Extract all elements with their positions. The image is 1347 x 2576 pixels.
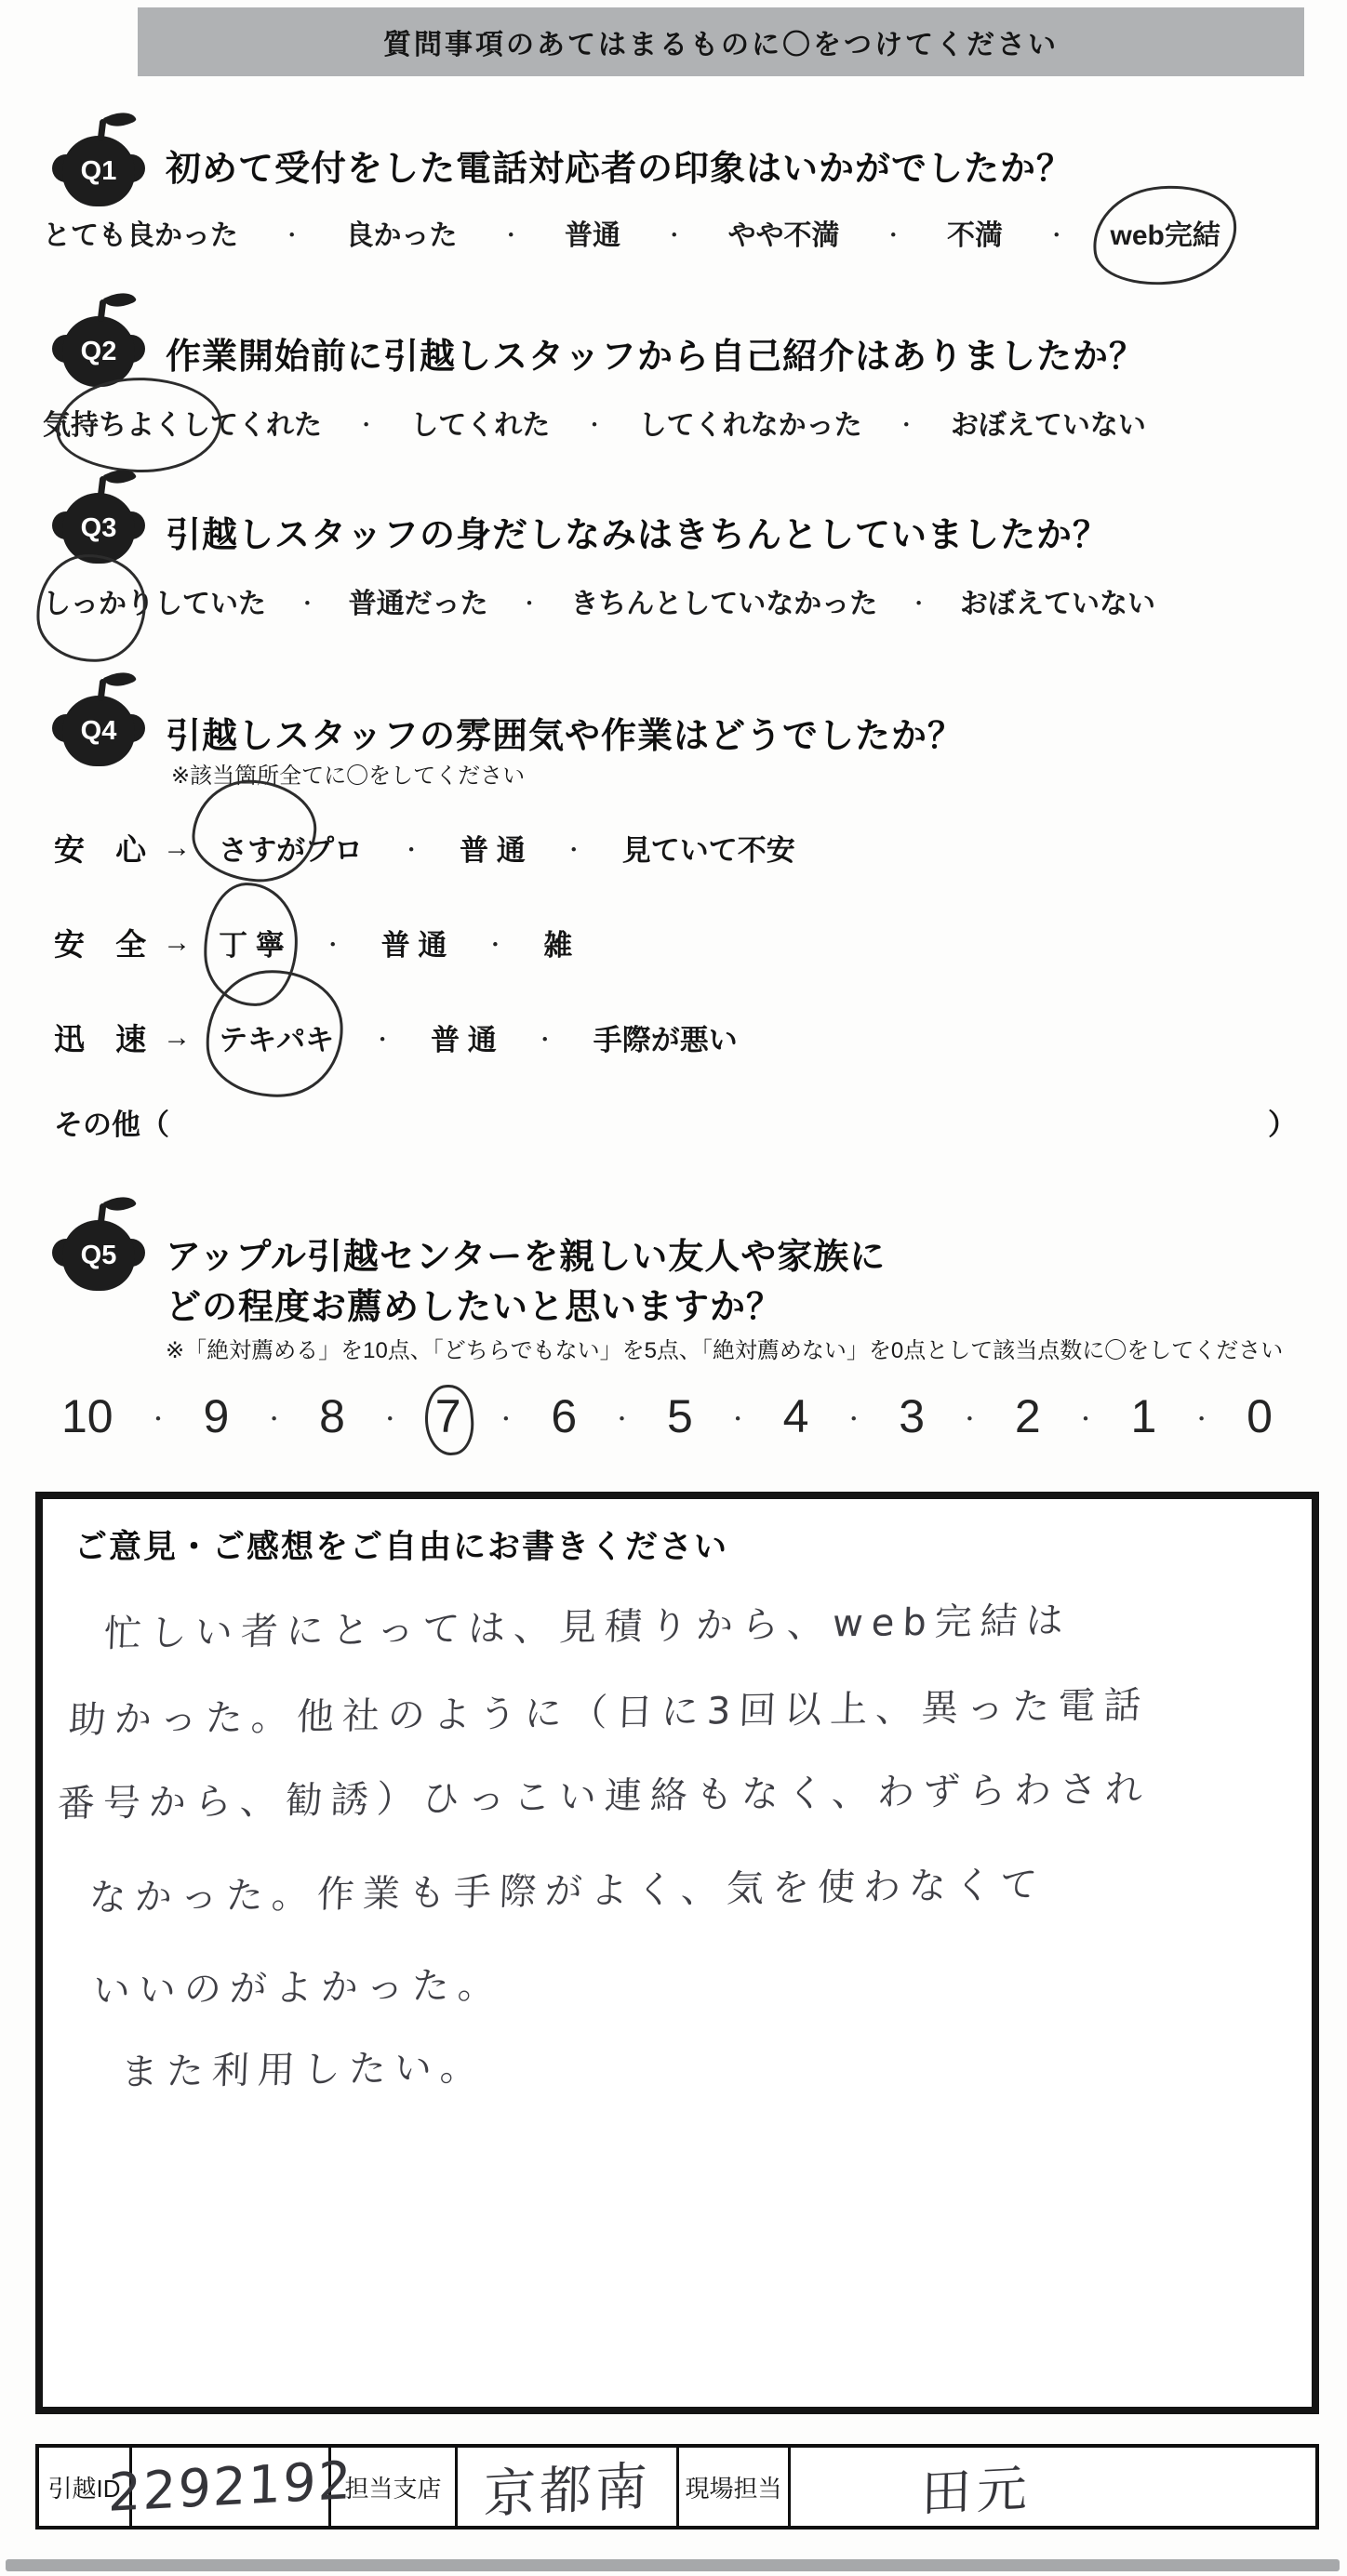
- q5-apple-mascot-icon: [52, 1200, 145, 1296]
- dot-separator: ・: [147, 1406, 170, 1432]
- score-10[interactable]: 10: [61, 1390, 113, 1442]
- moving-id-value-cell[interactable]: [107, 2448, 353, 2526]
- score-5[interactable]: 5: [666, 1390, 693, 1442]
- branch-handwritten-value: 京都南: [482, 2456, 651, 2526]
- q4-row3-option-2[interactable]: 普 通: [431, 1024, 497, 1056]
- q4-badge: Q4: [80, 716, 117, 746]
- dot-separator: ・: [1074, 1406, 1098, 1432]
- footer-table: [35, 2444, 1319, 2530]
- q4-row1-label: 安 心: [54, 832, 158, 867]
- q3-option-2[interactable]: 普通だった: [348, 589, 488, 619]
- scan-edge-artifact: [6, 2559, 1340, 2571]
- dot-separator: ・: [907, 591, 930, 617]
- score-6[interactable]: 6: [551, 1390, 578, 1442]
- q1-option-4[interactable]: やや不満: [727, 220, 840, 251]
- q2-badge: Q2: [80, 337, 117, 366]
- q5-question-line2: どの程度お薦めしたいと思いますか？: [166, 1288, 783, 1327]
- dot-separator: ・: [494, 1406, 517, 1432]
- dot-separator: ・: [727, 1406, 750, 1432]
- score-3[interactable]: 3: [899, 1390, 925, 1442]
- q4-row1-option-2[interactable]: 普 通: [460, 834, 526, 867]
- branch-value-cell[interactable]: [458, 2448, 679, 2526]
- q3-option-3[interactable]: きちんとしていなかった: [570, 589, 878, 619]
- q2-option-4[interactable]: おぼえていない: [950, 410, 1146, 441]
- q2-option-2[interactable]: してくれた: [410, 410, 551, 441]
- comment-box-title: ご意見・ご感想をご自由にお書きください: [74, 1529, 729, 1565]
- handwritten-comment-line-5: いいのがよかった。: [92, 1963, 504, 2013]
- q4-row-anzen: [54, 921, 609, 964]
- dot-separator: ・: [296, 591, 319, 617]
- q5-score-scale: [61, 1389, 1273, 1443]
- q4-row1-option-3[interactable]: 見ていて不安: [621, 834, 795, 867]
- handwritten-comment-line-3: 番号から、勧誘）ひっこい連絡もなく、わずらわされ: [57, 1767, 1152, 1826]
- dot-separator: ・: [842, 1406, 865, 1432]
- dot-separator: ・: [533, 1028, 556, 1053]
- dot-separator: ・: [958, 1406, 981, 1432]
- q4-other-row: [54, 1101, 1297, 1143]
- score-8[interactable]: 8: [319, 1390, 345, 1442]
- score-0[interactable]: 0: [1247, 1390, 1273, 1442]
- q1-apple-mascot-icon: [52, 115, 145, 212]
- q4-other-label[interactable]: その他（: [54, 1109, 169, 1141]
- q4-row1-option-1[interactable]: さすがプロ: [219, 827, 363, 869]
- q4-row3-option-3[interactable]: 手際が悪い: [593, 1024, 738, 1056]
- dot-separator: ・: [582, 412, 606, 438]
- branch-label: 担当支店: [344, 2474, 442, 2503]
- site-staff-label: 現場担当: [685, 2474, 782, 2503]
- form-title: 質問事項のあてはまるものに〇をつけてください: [383, 30, 1059, 60]
- score-2[interactable]: 2: [1014, 1390, 1041, 1442]
- q4-row2-option-3[interactable]: 雑: [543, 929, 573, 962]
- q4-apple-mascot-icon: [52, 675, 145, 772]
- q1-badge: Q1: [80, 156, 117, 186]
- dot-separator: ・: [371, 1028, 394, 1053]
- dot-separator: ・: [562, 838, 585, 863]
- site-staff-label-cell: [679, 2448, 791, 2526]
- dot-separator: ・: [354, 412, 378, 438]
- q1-option-5[interactable]: 不満: [947, 220, 1003, 251]
- dot-separator: ・: [895, 412, 918, 438]
- dot-separator: ・: [379, 1406, 402, 1432]
- dot-separator: ・: [662, 222, 686, 248]
- q2-apple-mascot-icon: [52, 296, 145, 392]
- dot-separator: ・: [280, 222, 303, 248]
- header-bar: [138, 7, 1304, 76]
- q5-badge: Q5: [80, 1241, 117, 1270]
- q4-row3-option-1[interactable]: テキパキ: [219, 1016, 334, 1058]
- dot-separator: ・: [400, 838, 423, 863]
- q3-option-4[interactable]: おぼえていない: [959, 589, 1155, 619]
- q3-question-text: 引越しスタッフの身だしなみはきちんとしていましたか？: [166, 516, 1110, 555]
- score-7[interactable]: 7: [434, 1390, 461, 1442]
- dot-separator: ・: [1190, 1406, 1213, 1432]
- handwritten-comment-line-2: 助かった。他社のように（日に3回以上、異った電話: [68, 1683, 1151, 1743]
- q5-question-line1: アップル引越センターを親しい友人や家族に: [166, 1238, 887, 1277]
- arrow-icon: →: [163, 1021, 192, 1053]
- q4-row2-option-2[interactable]: 普 通: [380, 929, 447, 962]
- arrow-icon: →: [163, 831, 192, 863]
- dot-separator: ・: [1045, 222, 1068, 248]
- q4-question-text: 引越しスタッフの雰囲気や作業はどうでしたか？: [166, 717, 965, 756]
- q1-question-text: 初めて受付をした電話対応者の印象はいかがでしたか？: [166, 150, 1074, 189]
- dot-separator: ・: [517, 591, 540, 617]
- q2-option-1[interactable]: 気持ちよくしてくれた: [43, 402, 322, 443]
- q1-option-1[interactable]: とても良かった: [43, 220, 238, 251]
- q2-options: [43, 402, 1146, 443]
- q2-question-text: 作業開始前に引越しスタッフから自己紹介はありましたか？: [166, 338, 1146, 377]
- q1-option-6[interactable]: web完結: [1111, 212, 1220, 253]
- arrow-icon: →: [163, 926, 192, 958]
- dot-separator: ・: [882, 222, 905, 248]
- q4-row3-label: 迅 速: [54, 1022, 158, 1056]
- q4-note: ※該当箇所全てに〇をしてください: [171, 764, 526, 789]
- score-9[interactable]: 9: [203, 1390, 230, 1442]
- q2-option-3[interactable]: してくれなかった: [638, 410, 862, 441]
- moving-id-handwritten-value: 2292192: [107, 2450, 353, 2524]
- score-4[interactable]: 4: [782, 1390, 809, 1442]
- q1-option-2[interactable]: 良かった: [345, 220, 458, 251]
- q1-option-3[interactable]: 普通: [565, 220, 620, 251]
- dot-separator: ・: [262, 1406, 286, 1432]
- q1-options: [43, 212, 1220, 253]
- dot-separator: ・: [610, 1406, 633, 1432]
- handwritten-comment-line-4: なかった。作業も手際がよく、気を使わなくて: [88, 1863, 1047, 1920]
- score-1[interactable]: 1: [1130, 1390, 1157, 1442]
- q5-note: ※「絶対薦める」を10点、「どちらでもない」を5点、「絶対薦めない」を0点として該当点数に〇をしてください: [166, 1338, 1284, 1363]
- dot-separator: ・: [500, 222, 523, 248]
- q3-options: [43, 580, 1155, 621]
- q4-row2-option-1[interactable]: 丁 寧: [219, 922, 285, 963]
- q4-row-jinsoku: [54, 1016, 775, 1059]
- q4-row2-label: 安 全: [54, 927, 158, 962]
- dot-separator: ・: [321, 933, 344, 958]
- q4-other-close-paren: ）: [1268, 1109, 1297, 1141]
- q3-apple-mascot-icon: [52, 472, 145, 569]
- handwritten-comment-line-1: 忙しい者にとっては、見積りから、web完結は: [103, 1599, 1073, 1656]
- dot-separator: ・: [484, 933, 507, 958]
- q3-badge: Q3: [80, 513, 117, 543]
- moving-id-label: 引越ID: [47, 2474, 121, 2503]
- handwritten-comment-line-6: また利用したい。: [120, 2046, 487, 2094]
- site-staff-value-cell[interactable]: [791, 2448, 1315, 2526]
- q4-row-anshin: [54, 826, 833, 870]
- q3-option-1[interactable]: しっかりしていた: [43, 580, 266, 621]
- site-staff-handwritten-signature: 田元: [920, 2458, 1034, 2523]
